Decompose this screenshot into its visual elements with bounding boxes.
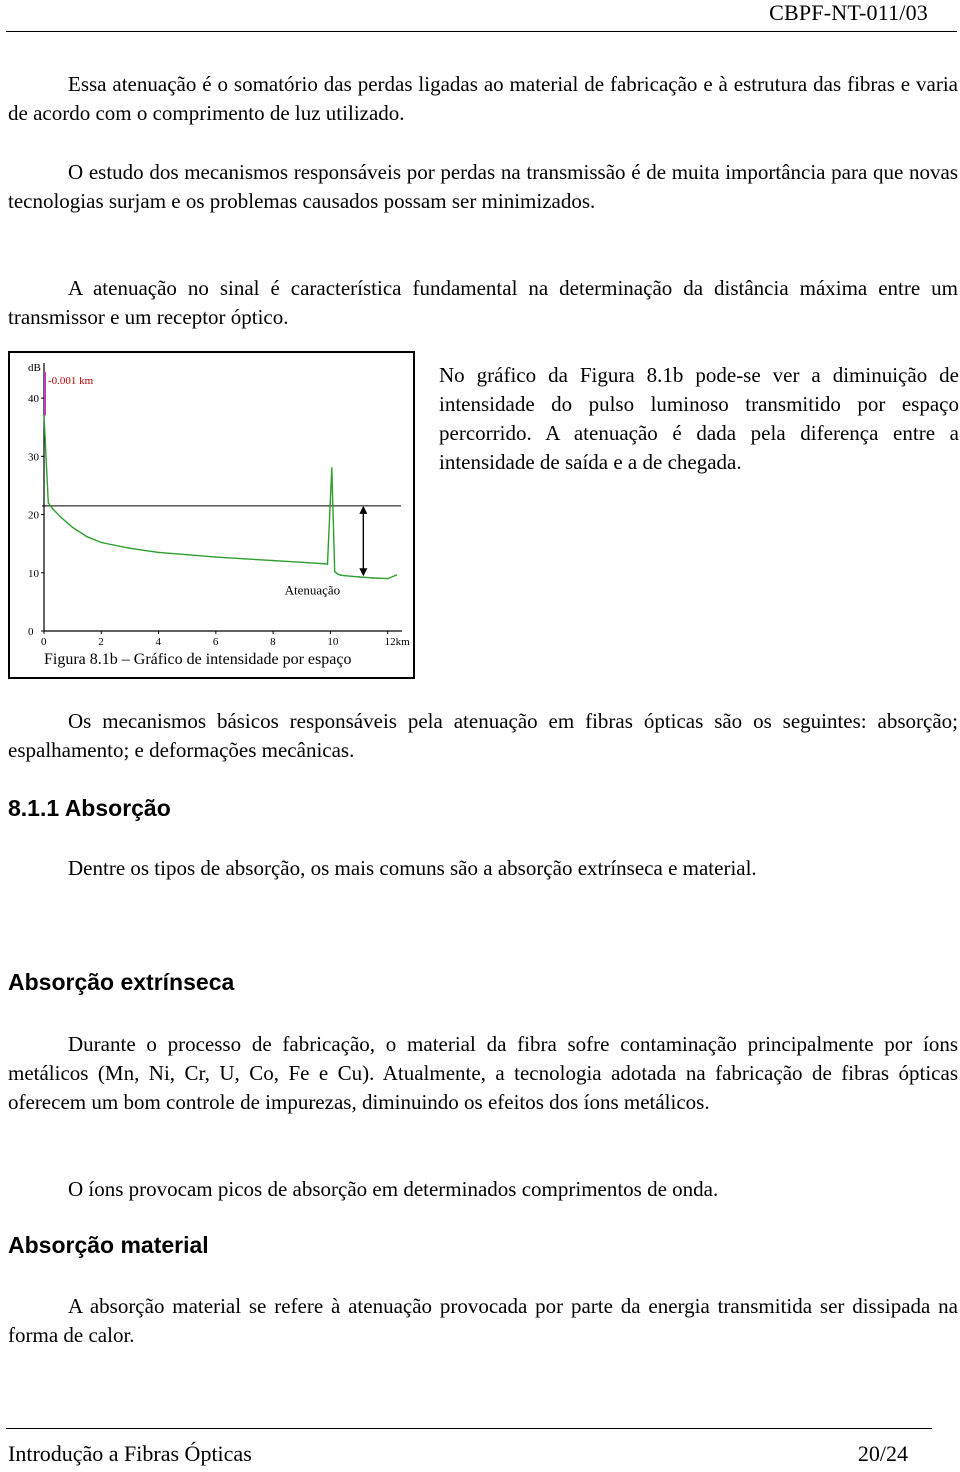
paragraph-5 bbox=[8, 707, 958, 765]
trace-point bbox=[327, 563, 329, 565]
paragraph-8 bbox=[8, 1175, 958, 1204]
trace-point bbox=[129, 548, 131, 550]
x-tick-label: 12km bbox=[384, 636, 410, 648]
trace-point bbox=[301, 561, 303, 563]
attenuation-arrow-head-down bbox=[359, 568, 367, 576]
paragraph-8-text: O íons provocam picos de absorção em determinados comprimentos de onda. bbox=[68, 1177, 719, 1201]
intensity-trace bbox=[44, 416, 396, 579]
paragraph-6 bbox=[8, 854, 958, 883]
attenuation-arrow-head-up bbox=[359, 506, 367, 514]
trace-point bbox=[186, 554, 188, 556]
trace-point bbox=[272, 560, 274, 562]
trace-point bbox=[395, 574, 397, 576]
y-tick-label: 40 bbox=[28, 393, 39, 406]
trace-point bbox=[331, 467, 333, 469]
x-tick-label: 8 bbox=[270, 636, 276, 648]
y-tick-label: 30 bbox=[28, 451, 39, 464]
figure-8-1b bbox=[8, 351, 415, 679]
trace-point bbox=[387, 578, 389, 580]
paragraph-1 bbox=[8, 70, 958, 128]
trace-point bbox=[358, 576, 360, 578]
paragraph-9 bbox=[8, 1292, 958, 1350]
subheading-absorcao-material: Absorção material bbox=[8, 1232, 209, 1258]
paragraph-1-text: Essa atenuação é o somatório das perdas ligadas ao material de fabricação e à estrutura das fibras e varia de acordo com o comprimento de luz utilizado. bbox=[8, 72, 958, 125]
figure-caption: Figura 8.1b – Gráfico de intensidade por espaço bbox=[44, 651, 352, 668]
trace-point bbox=[47, 502, 49, 504]
paragraph-2-text: O estudo dos mecanismos responsáveis por perdas na transmissão é de muita importância para que novas tecnologias surjam e os problemas causados possam ser minimizados. bbox=[8, 160, 958, 213]
paragraph-3-text: A atenuação no sinal é característica fundamental na determinação da distância máxima entre um transmissor e um receptor óptico. bbox=[8, 276, 958, 329]
page-number: 20/24 bbox=[857, 1441, 908, 1466]
trace-point bbox=[52, 508, 54, 510]
trace-point bbox=[60, 517, 62, 519]
y-tick-label: 0 bbox=[28, 626, 34, 638]
trace-point bbox=[215, 556, 217, 558]
footer-rule bbox=[6, 1428, 932, 1429]
trace-point bbox=[340, 574, 342, 576]
trace-point bbox=[373, 577, 375, 579]
trace-point bbox=[337, 573, 339, 575]
paragraph-6-text: Dentre os tipos de absorção, os mais comuns são a absorção extrínseca e material. bbox=[68, 856, 757, 880]
trace-point bbox=[244, 558, 246, 560]
section-heading-absorcao: 8.1.1 Absorção bbox=[8, 795, 171, 821]
trace-point bbox=[86, 536, 88, 538]
figure-side-text: No gráfico da Figura 8.1b pode-se ver a diminuição de intensidade do pulso luminoso transmitido por espaço percorrido. A atenuação é dada pela diferença entre a intensidade de saída e a de chegada. bbox=[439, 363, 959, 474]
trace-point bbox=[334, 571, 336, 573]
paragraph-7 bbox=[8, 1030, 958, 1117]
attenuation-chart bbox=[10, 353, 413, 677]
trace-point bbox=[43, 415, 45, 417]
attenuation-label: Atenuação bbox=[284, 582, 341, 598]
trace-point bbox=[100, 542, 102, 544]
x-tick-label: 2 bbox=[98, 636, 104, 648]
x-tick-label: 10 bbox=[327, 636, 339, 648]
trace-point bbox=[344, 575, 346, 577]
y-tick-label: 10 bbox=[28, 567, 39, 580]
footer-title: Introdução a Fibras Ópticas bbox=[8, 1441, 252, 1466]
trace-point bbox=[72, 527, 74, 529]
paragraph-2 bbox=[8, 158, 958, 216]
y-axis-label: dB bbox=[28, 362, 41, 374]
cursor-label: -0.001 km bbox=[48, 375, 94, 387]
trace-point bbox=[158, 552, 160, 554]
document-code: CBPF-NT-011/03 bbox=[769, 0, 928, 25]
subheading-absorcao-extrinseca: Absorção extrínseca bbox=[8, 969, 235, 995]
paragraph-9-text: A absorção material se refere à atenuação provocada por parte da energia transmitida ser dissipada na forma de calor. bbox=[8, 1294, 958, 1347]
y-tick-label: 20 bbox=[28, 509, 39, 522]
header-rule bbox=[6, 31, 957, 32]
x-tick-label: 4 bbox=[155, 636, 162, 648]
figure-side-paragraph bbox=[439, 361, 959, 477]
paragraph-5-text: Os mecanismos básicos responsáveis pela atenuação em fibras ópticas são os seguintes: absorção; espalhamento; e deformações mecânicas. bbox=[8, 709, 958, 762]
x-tick-label: 0 bbox=[41, 636, 47, 648]
paragraph-3 bbox=[8, 274, 958, 332]
paragraph-7-text: Durante o processo de fabricação, o material da fibra sofre contaminação principalmente por íons metálicos (Mn, Ni, Cr, U, Co, Fe e Cu). Atualmente, a tecnologia adotada na fabricação de fibras ópticas oferecem um bom controle de impurezas, diminuindo os efeitos dos íons metálicos. bbox=[8, 1032, 958, 1114]
x-tick-label: 6 bbox=[212, 636, 219, 648]
